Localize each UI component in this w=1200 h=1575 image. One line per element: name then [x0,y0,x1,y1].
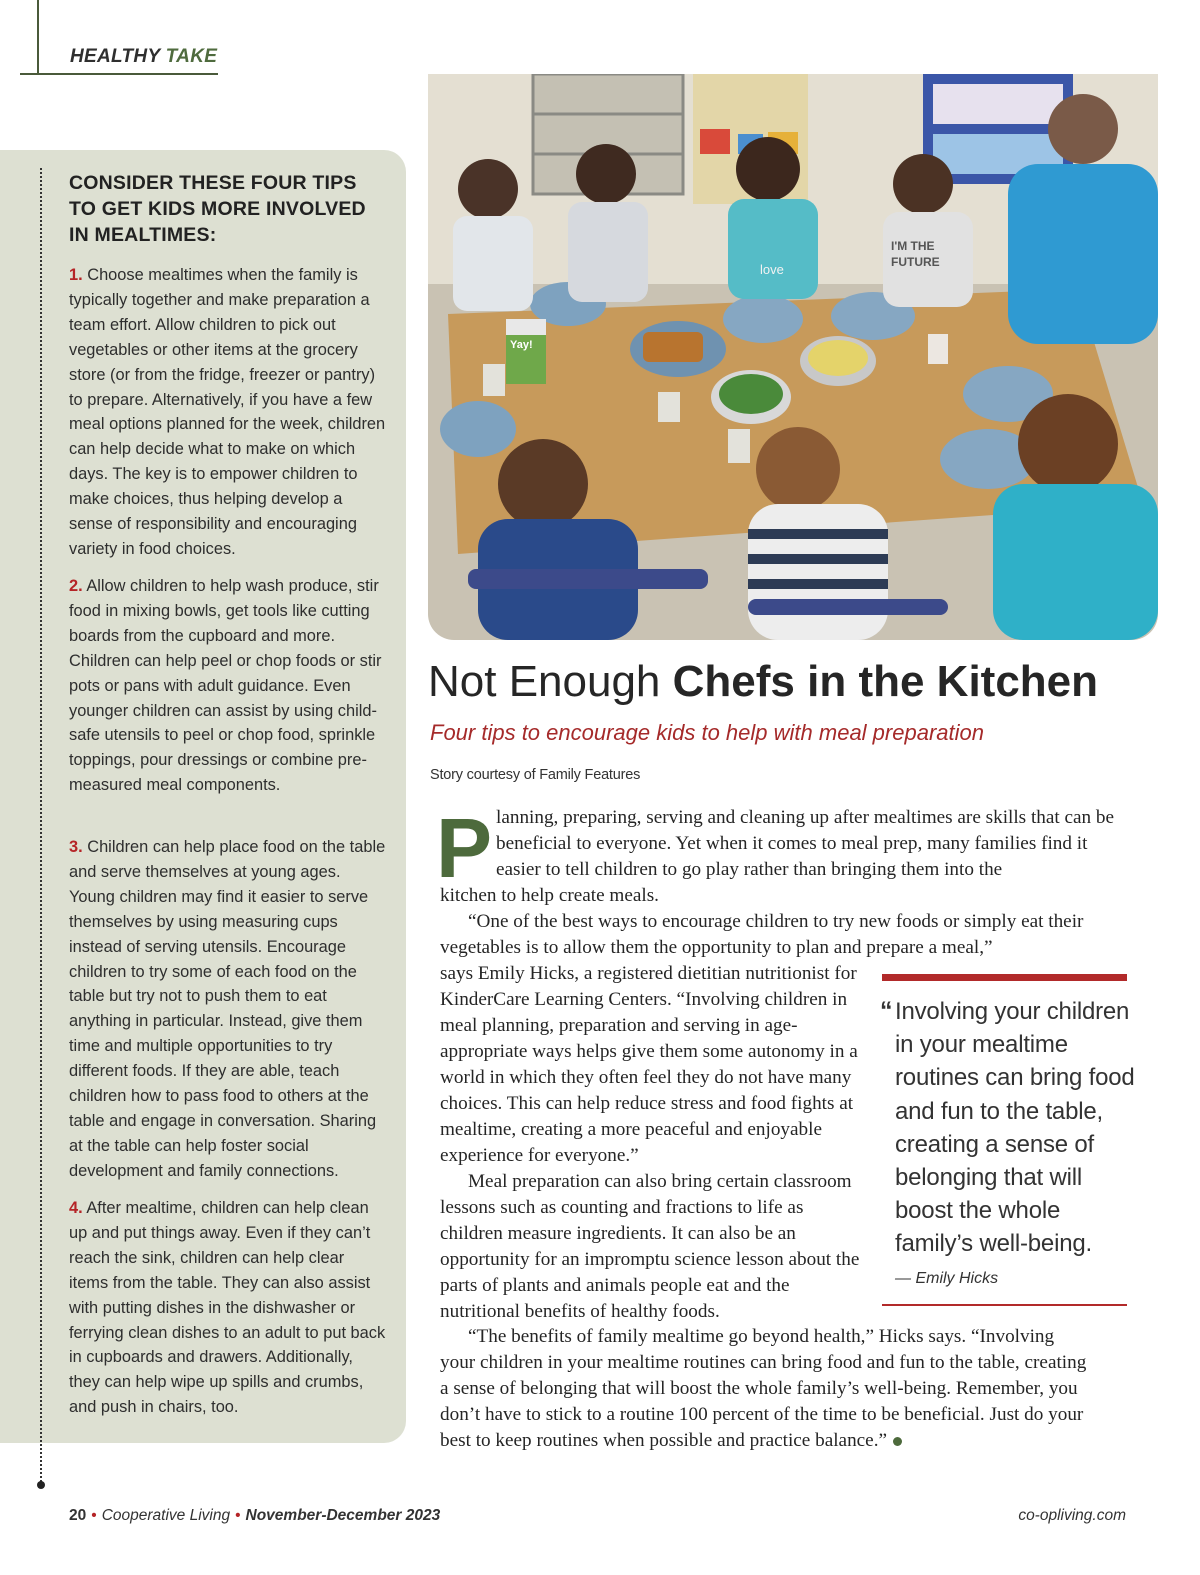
svg-text:Yay!: Yay! [510,339,533,351]
children-eating-illustration [428,74,1158,640]
footer-separator: • [91,1507,97,1524]
pull-quote-open-mark: “ [880,997,893,1025]
tip-1 [69,263,387,562]
svg-text:FUTURE: FUTURE [891,255,940,269]
paragraph-2-body: says Emily Hicks, a registered dietitian nutritionist for KinderCare Learning Centers. “Involving children in meal planning, preparation and serving in age-appropriate ways helps give them some autonomy in a world in which they often feel they do not have many choices. This can help reduce stress and food fights at mealtime, creating a more peaceful and enjoyable experience for everyone.” [440,963,858,1166]
svg-text:I'M THE: I'M THE [891,239,935,253]
tip-4-text: After mealtime, children can help clean up and put things away. Even if they can’t reach the sink, children can help clear items from the table. They can also assist with putting dishes in the dishwasher or ferrying clean dishes to an adult to put back in cupboards and drawers. Additionally, they can help wipe up spills and crumbs, and push in chairs, too. [69,1199,386,1417]
section-tag-word2: TAKE [165,46,218,67]
tip-1-number: 1. [69,266,83,284]
tip-2-number: 2. [69,577,83,595]
drop-cap: P [436,801,493,895]
tip-2 [69,574,387,798]
article-headline [428,655,1098,709]
tip-1-text: Choose mealtimes when the family is typically together and make preparation a team effort. Allow children to pick out vegetables or other items at the grocery store (or from the fridge, freezer or pantry) to prepare. Alternatively, if you have a few meal options planned for the week, children can help decide what to make on which days. The key is to empower children to make choices, thus helping develop a sense of responsibility and encouraging variety in food choices. [69,266,386,558]
pull-quote-top-rule [882,974,1127,981]
tip-3-text: Children can help place food on the table and serve themselves at young ages. Young children may find it easier to serve themselves by using measuring cups instead of serving utensils. Encourage children to try some of each food on the table but try not to push them to eat anything in particular. Instead, give them time and multiple opportunities to try different foods. If they are able, teach children how to pass food to others at the table and engage in conversation. Sharing at the table can help foster social development and family connections. [69,838,386,1180]
website-url: co-opliving.com [1018,1507,1126,1524]
pull-quote-bottom-rule [882,1304,1127,1306]
paragraph-2-lead: “One of the best ways to encourage children to try new foods or simply eat their vegetables is to allow them the opportunity to plan and prepare a meal,” [440,911,1084,958]
article-subhead: Four tips to encourage kids to help with meal preparation [430,720,984,745]
dotted-rule-end [37,1481,45,1489]
tip-3-number: 3. [69,838,83,856]
headline-bold: Chefs in the Kitchen [672,657,1099,706]
pull-quote-text: Involving your children in your mealtime routines can bring food and fun to the table, creating a sense of belonging that will boost the whole family’s well-being. [895,998,1135,1258]
header-rule-vertical [37,0,39,74]
section-tag-word1: HEALTHY [70,46,161,67]
svg-text:love: love [760,262,784,277]
tip-2-text: Allow children to help wash produce, stir food in mixing bowls, get tools like cutting boards from the cupboard and more. Children can help peel or chop foods or stir pots or pans with adult guidance. Even younger children can assist by using child-safe utensils to peel or chop food, sprinkle toppings, pour dressings or combine pre-measured meal components. [69,577,382,795]
footer-folio [69,1507,440,1525]
paragraph-1-end: kitchen to help create meals. [440,885,659,906]
paragraph-1-lead: lanning, preparing, serving and cleaning up after mealtimes are skills that can be beneficial to everyone. Yet when it comes to meal prep, many families find it easier to tell children to go play rather than bringing them into the [496,807,1115,880]
tip-4 [69,1196,387,1420]
tip-4-number: 4. [69,1199,83,1217]
tip-3 [69,835,387,1184]
issue-date: November-December 2023 [245,1507,441,1524]
paragraph-4 [440,1324,1090,1454]
footer-separator: • [235,1507,241,1524]
paragraph-3: Meal preparation can also bring certain classroom lessons such as counting and fractions to life as children measure ingredients. It can also be an opportunity for an impromptu science lesson about the parts of plants and animals people eat and the nutritional benefits of healthy foods. [440,1171,860,1322]
article-photo [428,74,1158,640]
headline-light: Not Enough [428,657,661,706]
story-credit: Story courtesy of Family Features [430,767,641,783]
dotted-rule [40,168,42,1486]
section-tag [70,46,217,68]
pull-quote-attribution: — Emily Hicks [895,1270,999,1287]
magazine-name: Cooperative Living [101,1507,231,1524]
page-number: 20 [69,1507,87,1524]
paragraph-4-text: “The benefits of family mealtime go beyond health,” Hicks says. “Involving your children in your mealtime routines can bring food and fun to the table, creating a sense of belonging that will boost the whole family’s well-being. Remember, you don’t have to stick to a routine 100 percent of the time to be beneficial. Just do your best to keep routines when possible and practice balance.” [440,1326,1087,1451]
header-rule-horizontal [20,73,218,75]
end-mark-icon [893,1437,902,1446]
sidebar-title: CONSIDER THESE FOUR TIPS TO GET KIDS MORE INVOLVED IN MEALTIMES: [69,172,366,246]
